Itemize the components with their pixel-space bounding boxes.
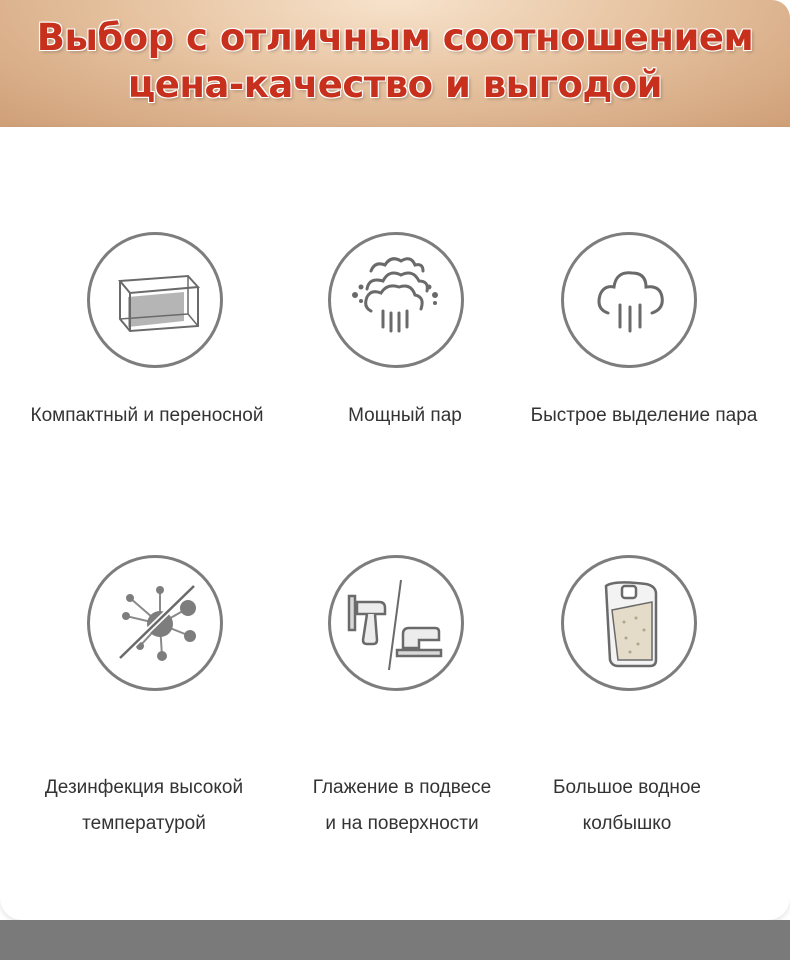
- feature-label-water-tank: Большое водное колбышко: [552, 777, 701, 834]
- compact-box-icon: [87, 232, 223, 368]
- water-tank-icon: [561, 555, 697, 691]
- header-banner: [0, 0, 790, 127]
- steamer-vertical-horizontal-icon: [328, 555, 464, 691]
- feature-label-fast-steam: Быстрое выделение пара: [530, 405, 758, 426]
- disinfection-icon: [87, 555, 223, 691]
- page-title: [0, 14, 790, 108]
- feature-label-compact: Компактный и переносной: [30, 405, 264, 426]
- feature-label-steam: Мощный пар: [348, 405, 462, 426]
- feature-label-disinfection: Дезинфекция высокой температурой: [44, 777, 244, 834]
- footer-bar: [0, 920, 790, 960]
- title-line-2: цена-качество и выгодой: [127, 63, 663, 106]
- feature-label-ironing: Глажение в подвесе и на поверхности: [312, 777, 492, 834]
- fast-steam-icon: [561, 232, 697, 368]
- title-line-1: Выбор с отличным соотношением: [36, 16, 754, 59]
- steam-cloud-icon: [328, 232, 464, 368]
